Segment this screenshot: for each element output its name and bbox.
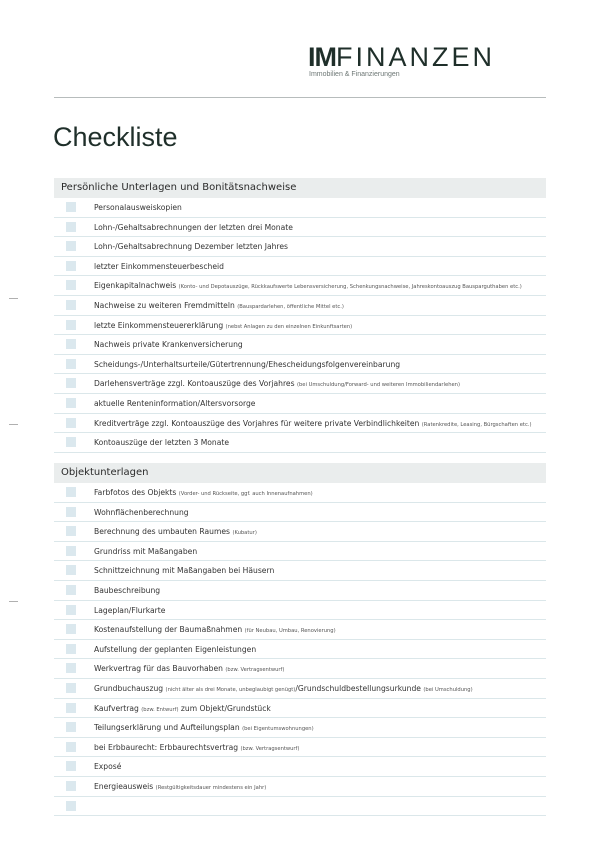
- checklist-item: [54, 601, 546, 621]
- item-text: /Grundschuldbestellungsurkunde: [295, 683, 421, 693]
- checklist-item: [54, 757, 546, 777]
- checklist-item: [54, 777, 546, 797]
- checklist-item: [54, 542, 546, 562]
- checklist-item-label: [94, 561, 274, 580]
- item-note: (bzw. Vertragsentwurf): [240, 745, 300, 752]
- item-text: letzter Einkommensteuerbescheid: [94, 261, 224, 271]
- checklist-item-label: [94, 296, 344, 317]
- item-text: Grundriss mit Maßangaben: [94, 546, 198, 556]
- checklist-item-label: [94, 640, 256, 659]
- item-text: Kreditverträge zzgl. Kontoauszüge des Vorjahres für weitere private Verbindlichkeiten: [94, 418, 420, 428]
- checkbox[interactable]: [66, 585, 76, 595]
- punch-mark: [9, 601, 18, 602]
- checkbox[interactable]: [66, 683, 76, 693]
- checkbox[interactable]: [66, 801, 76, 811]
- checklist-item-label: [94, 218, 293, 237]
- checklist-item: [54, 355, 546, 375]
- checklist-item: [54, 620, 546, 640]
- checklist-item-label: [94, 335, 243, 354]
- checklist-item-label: [94, 355, 400, 374]
- item-text: zum Objekt/Grundstück: [180, 703, 271, 713]
- checkbox[interactable]: [66, 378, 76, 388]
- checklist-item: [54, 797, 546, 817]
- item-note: (Restgültigkeitsdauer mindestens ein Jahr): [155, 784, 267, 791]
- checkbox[interactable]: [66, 605, 76, 615]
- checklist-item: [54, 659, 546, 679]
- checklist-item-label: [94, 483, 313, 504]
- checkbox[interactable]: [66, 418, 76, 428]
- checklist-item-label: [94, 237, 288, 256]
- checklist-item-label: [94, 257, 224, 276]
- item-text: Personalausweiskopien: [94, 203, 182, 212]
- item-note: (bzw. Vertragsentwurf): [225, 667, 285, 674]
- item-text: Berechnung des umbauten Raumes: [94, 527, 231, 537]
- item-note: (Ratenkredite, Leasing, Bürgschaften etc.): [421, 421, 532, 428]
- checkbox[interactable]: [66, 761, 76, 771]
- checkbox[interactable]: [66, 261, 76, 271]
- item-text: Kaufvertrag: [94, 703, 139, 713]
- checklist-item-label: [94, 522, 257, 543]
- item-note: (nebst Anlagen zu den einzelnen Einkunftsarten): [225, 323, 353, 330]
- checklist: [54, 198, 546, 453]
- item-text: bei Erbbaurecht: Erbbaurechtsvertrag: [94, 742, 239, 752]
- item-note: (für Neubau, Umbau, Renovierung): [244, 628, 336, 635]
- item-text: Eigenkapitalnachweis: [94, 281, 177, 291]
- brand-logo: [308, 44, 548, 78]
- header-divider: [54, 97, 546, 98]
- item-text: aktuelle Renteninformation/Altersvorsorge: [94, 398, 256, 408]
- checkbox[interactable]: [66, 565, 76, 575]
- checklist-item-label: [94, 699, 271, 720]
- checklist-item: [54, 198, 546, 218]
- checklist-item-label: [94, 757, 121, 776]
- checklist-item-label: [94, 738, 299, 759]
- checklist-item-label: [94, 679, 473, 700]
- logo-wordmark-im: IM: [308, 42, 336, 72]
- checklist-item-label: [94, 316, 352, 337]
- checkbox[interactable]: [66, 241, 76, 251]
- checklist-item: [54, 679, 546, 699]
- checkbox[interactable]: [66, 624, 76, 634]
- item-text: Kontoauszüge der letzten 3 Monate: [94, 438, 230, 448]
- logo-tagline: Immobilien & Finanzierungen: [309, 71, 400, 78]
- section-heading: Objektunterlagen: [54, 463, 546, 483]
- item-text: letzte Einkommensteuererklärung: [94, 320, 224, 330]
- checkbox[interactable]: [66, 222, 76, 232]
- item-note: (bei Umschuldung/Forward- und weiteren Immobiliendarlehen): [296, 382, 460, 389]
- checkbox[interactable]: [66, 546, 76, 556]
- item-text: Farbfotos des Objekts: [94, 488, 177, 497]
- checklist-item-label: [94, 198, 182, 217]
- item-note: (bei Umschuldung): [423, 686, 473, 693]
- checkbox[interactable]: [66, 526, 76, 536]
- checkbox[interactable]: [66, 437, 76, 447]
- checkbox[interactable]: [66, 507, 76, 517]
- checklist-item-label: [94, 394, 255, 413]
- checkbox[interactable]: [66, 781, 76, 791]
- checklist-item: [54, 699, 546, 719]
- checklist-item: [54, 718, 546, 738]
- item-text: Werkvertrag für das Bauvorhaben: [94, 664, 223, 674]
- checkbox[interactable]: [66, 202, 76, 212]
- item-note: (nicht älter als drei Monate, unbeglaubigt genügt): [165, 686, 296, 693]
- item-text: Lohn-/Gehaltsabrechnung Dezember letzten Jahres: [94, 242, 289, 252]
- checklist-item: [54, 296, 546, 316]
- checklist-item: [54, 503, 546, 523]
- page-title: Checkliste: [53, 122, 178, 152]
- item-text: Kostenaufstellung der Baumaßnahmen: [94, 625, 243, 635]
- checklist-item: [54, 581, 546, 601]
- item-text: Lageplan/Flurkarte: [94, 605, 166, 615]
- checkbox[interactable]: [66, 703, 76, 713]
- checklist-item: [54, 374, 546, 394]
- checkbox[interactable]: [66, 320, 76, 330]
- checklist-item-label: [94, 433, 229, 452]
- checklist-item: [54, 257, 546, 277]
- checklist-item: [54, 237, 546, 257]
- checklist-item-label: [94, 581, 160, 600]
- item-note: (Kubatur): [232, 530, 257, 537]
- item-text: Energieausweis: [94, 781, 154, 791]
- item-text: Scheidungs-/Unterhaltsurteile/Gütertrennung/Ehescheidungsfolgenvereinbarung: [94, 359, 401, 369]
- checklist-item: [54, 433, 546, 453]
- checklist-item-label: [94, 659, 284, 680]
- checkbox[interactable]: [66, 663, 76, 673]
- checkbox[interactable]: [66, 398, 76, 408]
- checklist-item: [54, 483, 546, 503]
- item-text: Darlehensverträge zzgl. Kontoauszüge des Vorjahres: [94, 379, 295, 389]
- item-text: Baubeschreibung: [94, 585, 161, 595]
- checklist-item: [54, 218, 546, 238]
- checklist-item-label: [94, 718, 314, 739]
- checklist-item-label: [94, 542, 197, 561]
- item-text: Nachweis private Krankenversicherung: [94, 340, 243, 350]
- section-personal-documents: [54, 178, 546, 453]
- checklist: [54, 483, 546, 816]
- item-note: (Bauspardarlehen, öffentliche Mittel etc.): [237, 303, 344, 310]
- checklist-item: [54, 414, 546, 434]
- item-note: (Konto- und Depotauszüge, Rückkaufswerte Lebensversicherung, Schenkungsnachweise, Jahreskontoauszug Bausparguthaben etc.): [178, 284, 522, 291]
- checkbox[interactable]: [66, 644, 76, 654]
- item-text: Schnittzeichnung mit Maßangaben bei Häusern: [94, 566, 275, 576]
- checklist-item: [54, 561, 546, 581]
- checkbox[interactable]: [66, 339, 76, 349]
- item-text: Aufstellung der geplanten Eigenleistungen: [94, 644, 257, 654]
- checklist-item-label: [94, 414, 531, 435]
- checkbox[interactable]: [66, 280, 76, 290]
- fold-mark: [9, 298, 18, 299]
- fold-mark: [9, 424, 18, 425]
- item-text: Teilungserklärung und Aufteilungsplan: [94, 723, 240, 733]
- checklist-item: [54, 335, 546, 355]
- checklist-item: [54, 738, 546, 758]
- checkbox[interactable]: [66, 300, 76, 310]
- section-property-documents: [54, 463, 546, 816]
- checklist-item-label: [94, 374, 460, 395]
- checklist-item-label: [94, 620, 336, 641]
- checkbox[interactable]: [66, 722, 76, 732]
- checklist-item-label: [94, 777, 266, 798]
- item-text: Nachweise zu weiteren Fremdmitteln: [94, 300, 235, 310]
- checklist-item: [54, 316, 546, 336]
- checklist-item: [54, 276, 546, 296]
- checklist-item: [54, 394, 546, 414]
- checkbox[interactable]: [66, 487, 76, 497]
- item-text: Lohn-/Gehaltsabrechnungen der letzten drei Monate: [94, 222, 293, 232]
- checkbox[interactable]: [66, 359, 76, 369]
- logo-wordmark-finanzen: FINANZEN: [336, 42, 495, 72]
- checklist-item-label: [94, 601, 165, 620]
- item-text: Grundbuchauszug: [94, 683, 164, 693]
- item-text: Wohnflächenberechnung: [94, 507, 189, 517]
- section-heading: Persönliche Unterlagen und Bonitätsnachweise: [54, 178, 546, 198]
- item-text: Exposé: [94, 762, 122, 772]
- item-note: (Vorder- und Rückseite, ggf. auch Innenaufnahmen): [178, 491, 313, 497]
- item-note: (bzw. Entwurf): [141, 706, 179, 713]
- checklist-item-label: [94, 503, 189, 522]
- logo-wordmark: [308, 44, 548, 70]
- checklist-item: [54, 640, 546, 660]
- checklist-item-label: [94, 276, 522, 297]
- item-note: (bei Eigentumswohnungen): [242, 726, 314, 733]
- checklist-item: [54, 522, 546, 542]
- checkbox[interactable]: [66, 742, 76, 752]
